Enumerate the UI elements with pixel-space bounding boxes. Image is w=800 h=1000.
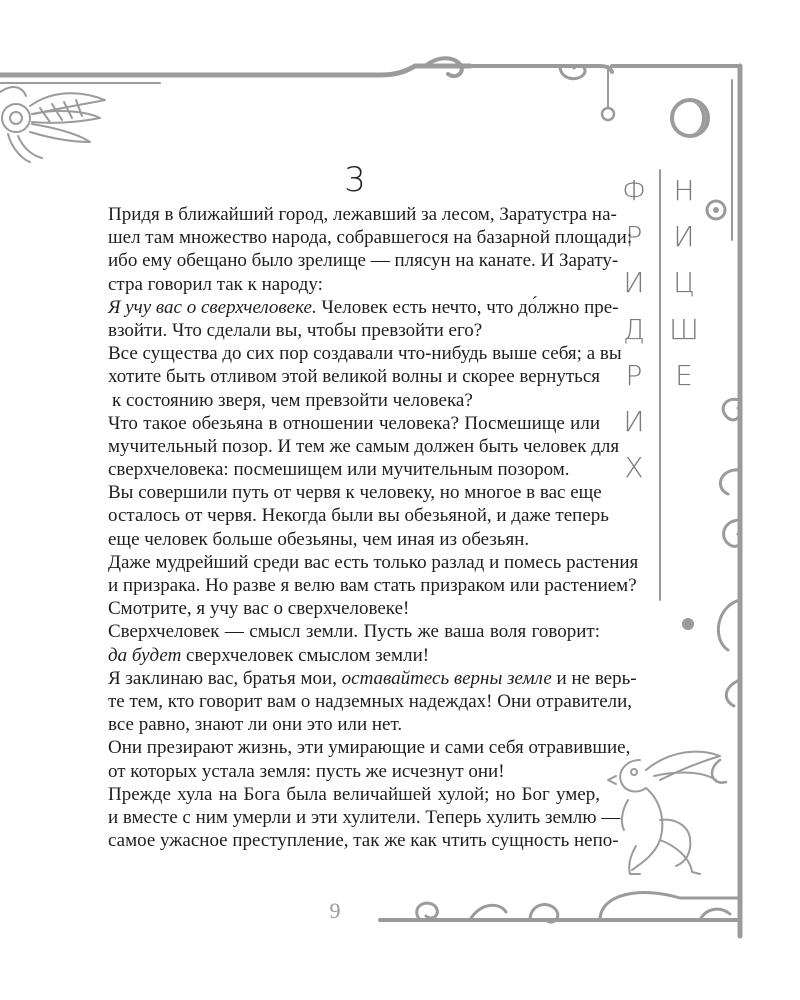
emphasis-text: оставайтесь верны земле (341, 667, 552, 689)
author-letter: Р (625, 220, 643, 254)
text-line: шел там множество народа, собравшегося на базарной площади: (108, 227, 633, 249)
author-letter: Д (623, 312, 645, 346)
text-line: ибо ему обещано было зрелище — плясун на канате. И Зарату- (108, 250, 619, 272)
text-line: к состоянию зверя, чем превзойти человека? (112, 389, 473, 411)
author-last-name (666, 168, 702, 399)
text-line: Все существа до сих пор создавали что-нибудь выше себя; а вы (108, 343, 622, 365)
author-letter: И (623, 404, 645, 438)
author-letter: Х (624, 451, 644, 485)
chapter-text (108, 203, 639, 852)
author-letter: И (623, 266, 645, 300)
text-segment: сверхчеловек смыслом земли! (181, 644, 430, 666)
text-line: хотите быть отливом этой великой волны и скорее вернуться (108, 366, 600, 388)
emphasis-text: Я учу вас о сверхчеловеке. (108, 296, 317, 318)
text-line: стра говорил так к народу: (108, 273, 323, 295)
author-letter: Ш (669, 312, 699, 346)
text-line: Смотрите, я учу вас о сверхчеловеке! (108, 598, 410, 620)
author-letter: Ц (673, 266, 695, 300)
author-letter: Р (625, 358, 643, 392)
author-letter: Н (673, 174, 695, 207)
text-line: и вместе с ним умерли и эти хулители. Теперь хулить землю — (108, 806, 621, 828)
text-line: все равно, знают ли они это или нет. (108, 714, 403, 736)
text-line: Придя в ближайший город, лежавший за лесом, Заратустра на- (108, 204, 617, 225)
chapter-number: 3 (344, 160, 366, 200)
text-line: Они презирают жизнь, эти умирающие и сами себя отравившие, (108, 737, 631, 759)
text-line (108, 644, 600, 667)
text-line: мучительный позор. И тем же самым должен быть человек для (108, 435, 620, 457)
text-line: Даже мудрейший среди вас есть только разлад и помесь растения (108, 551, 639, 573)
text-line: Что такое обезьяна в отношении человека? Посмешище или (108, 412, 600, 434)
text-line (108, 667, 637, 690)
text-line: и призрака. Но разве я велю вам стать призраком или растением? (108, 575, 637, 596)
text-line: взойти. Что сделали вы, чтобы превзойти его? (108, 319, 483, 341)
text-line: от которых устала земля: пусть же исчезнут они! (108, 760, 505, 782)
text-line: те тем, кто говорит вам о надземных надеждах! Они отравители, (108, 690, 633, 712)
text-line: осталось от червя. Некогда были вы обезьяной, и даже теперь (108, 505, 609, 527)
text-segment: и не верь- (551, 667, 637, 689)
text-line: Вы совершили путь от червя к человеку, но многое в вас еще (108, 482, 602, 504)
author-first-name (616, 168, 652, 491)
author-letter: И (673, 220, 695, 254)
author-letter: Ф (621, 174, 647, 207)
emphasis-text: да будет (108, 644, 182, 666)
text-line: еще человек больше обезьяны, чем иная из обезьян. (108, 528, 530, 550)
text-line: Прежде хула на Бога была величайшей хулой; но Бог умер, (108, 783, 600, 805)
text-segment: Я заклинаю вас, братья мои, (108, 667, 342, 689)
text-line (108, 296, 619, 319)
author-letter: Е (675, 358, 693, 392)
text-line: сверхчеловека: посмешищем или мучительным позором. (108, 459, 570, 481)
page-number: 9 (329, 898, 341, 923)
text-segment: Человек есть нечто, что до́лжно пре- (316, 296, 619, 318)
text-line: Сверхчеловек — смысл земли. Пусть же ваша воля говорит: (108, 621, 600, 643)
text-line: самое ужасное преступление, так же как чтить сущность непо- (108, 830, 619, 852)
